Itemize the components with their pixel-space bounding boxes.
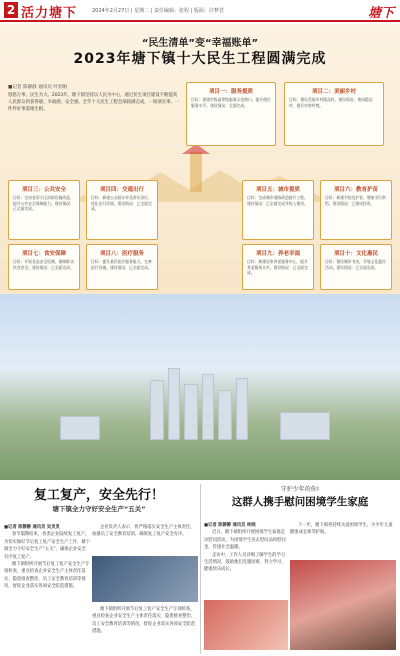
project-title: 项目五：城市提质 [255, 187, 300, 193]
project-body: 目标：提升基层医疗服务能力，完善医疗设施。建设情况：已全面完成。 [91, 259, 152, 270]
project-title: 项目八：医疗服务 [99, 251, 144, 257]
page-number: 2 [4, 2, 18, 18]
project-card [242, 180, 314, 240]
project-body: 目标：新建学校及扩容，增加学位供给。建设情况：已建成投用。 [325, 195, 386, 206]
issue-meta: 2024年2月27日 | 星期二 | 责任编辑：张程 | 版面：许梦君 [92, 8, 224, 14]
left-story-column-1 [4, 524, 90, 652]
left-story-paragraph: 塘下镇组织开展节后复工复产安全生产专项检查，重点检查企业安全生产主体责任落实、隐患排查整治、员工安全教育培训等情况，督促企业落实各项安全防范措施。 [92, 607, 196, 635]
left-story-headline: 复工复产，安全先行！ [33, 488, 164, 503]
project-card [8, 180, 80, 240]
feature-subtitle: “民生清单”变“幸福账单” [141, 38, 259, 49]
left-story-subheadline: 塘下镇全力守好安全生产“五关” [52, 505, 146, 513]
project-title: 项目二：美丽乡村 [311, 89, 356, 95]
right-story-kicker: 守护少年的你! [280, 486, 320, 493]
right-story-headline: 这群人携手慰问困境学生家庭 [231, 496, 369, 508]
left-story-column-3 [92, 606, 198, 652]
project-body: 目标：完成城市道路改造提升工程。建设情况：已全面完成并投入使用。 [247, 195, 308, 206]
section-title: 活力塘下 [21, 6, 78, 21]
project-title: 项目九：养老幸福 [255, 251, 300, 257]
project-body: 目标：开展食品安全检测，保障群众饮食安全。建设情况：已全面完成。 [13, 259, 74, 270]
aerial-city-photo [0, 294, 400, 480]
left-story-paragraph: 企业负责人表示，将严格落实安全生产主体责任，加强员工安全教育培训，确保复工复产安全有序。 [92, 525, 195, 538]
volunteer-group-photo [204, 600, 288, 650]
right-story-byline: ■记者 陈静静 通讯员 林晓 [204, 523, 256, 528]
project-body: 目标：建设城市书房，开展文化惠民活动。建设情况：已全面完成。 [325, 259, 386, 270]
factory-inspection-photo [92, 556, 198, 602]
left-story-byline: ■记者 陈静静 通讯员 吴灵灵 [4, 525, 60, 530]
feature-section [0, 24, 400, 294]
project-body: 目标：新建公交候车亭及停车泊位，优化出行环境。建设情况：已全面完成。 [91, 195, 152, 212]
project-title: 项目七：食安保障 [21, 251, 66, 257]
family-visit-photo [290, 560, 396, 650]
project-body: 目标：建设美丽乡村精品村。建设情况：建成精品村，提升村容村貌。 [289, 97, 373, 108]
left-story-paragraph: 塘下镇组织开展节后复工复产安全生产专项检查，重点检查企业安全生产主体责任落实、隐患排查整治、员工安全教育培训等情况，督促企业落实各项安全防范措施。 [4, 562, 90, 590]
right-story-paragraph: 下一步，塘下镇将持续关爱困境学生，为少年儿童健康成长保驾护航。 [290, 523, 393, 536]
left-story-column-2 [92, 524, 198, 554]
project-card [242, 244, 314, 290]
left-story-paragraph: 春节假期结束，各类企业陆续复工复产。为切实做好节后复工复产安全生产工作，塘下镇全力守好安全生产“五关”，确保企业安全有序复工复产。 [4, 532, 90, 560]
feature-headline: 2023年塘下镇十大民生工程圆满完成 [73, 51, 327, 67]
masthead-brand: 塘下 [367, 6, 394, 21]
project-title: 项目十：文化惠民 [333, 251, 378, 257]
right-story-header [204, 482, 396, 520]
right-story-paragraph: 走访中，工作人员详细了解学生的学习生活情况，鼓励他们克服困难、努力学习，健康快乐成长。 [204, 552, 286, 573]
project-body: 目标：创建市级高等级服务示范窗口，提升便民服务水平。建设情况：全面完成。 [191, 97, 271, 108]
left-story-header [4, 482, 194, 520]
project-body: 目标：新建居家养老服务中心，提升养老服务水平。建设情况：已全面完成。 [247, 259, 308, 276]
right-story-column-2 [290, 522, 396, 558]
project-card [86, 244, 158, 290]
project-title: 项目四：交通出行 [99, 187, 144, 193]
project-title: 项目一：服务提质 [208, 89, 253, 95]
project-card [284, 82, 384, 146]
project-card [186, 82, 276, 146]
column-divider [200, 484, 201, 654]
feature-intro: 悠悠万事，民生为大。2023年，塘下镇坚持以人民为中心，通过民生项目建设不断提高人民群众的获得感、幸福感、安全感。全年十大民生工程全部圆满完成，一项项实事、一件件好事落地生根。 [8, 93, 180, 112]
feature-byline: ■记者 陈静静 通讯员 叶润娟 [8, 85, 68, 90]
right-story-column-1 [204, 522, 288, 598]
project-card [320, 180, 392, 240]
project-card [320, 244, 392, 290]
project-body: 目标：完成老旧小区消防设施改造，提升公共安全保障能力。建设情况：已全面完成。 [13, 195, 74, 212]
page-header [0, 0, 400, 22]
project-card [8, 244, 80, 290]
right-story-paragraph: 近日，塘下镇组织开展困境学生家庭走访慰问活动，为困境学生送去慰问品和慰问金，传递社会温暖。 [204, 530, 286, 551]
project-title: 项目三：公共安全 [21, 187, 66, 193]
project-card [86, 180, 158, 240]
project-title: 项目六：教育护苗 [333, 187, 378, 193]
